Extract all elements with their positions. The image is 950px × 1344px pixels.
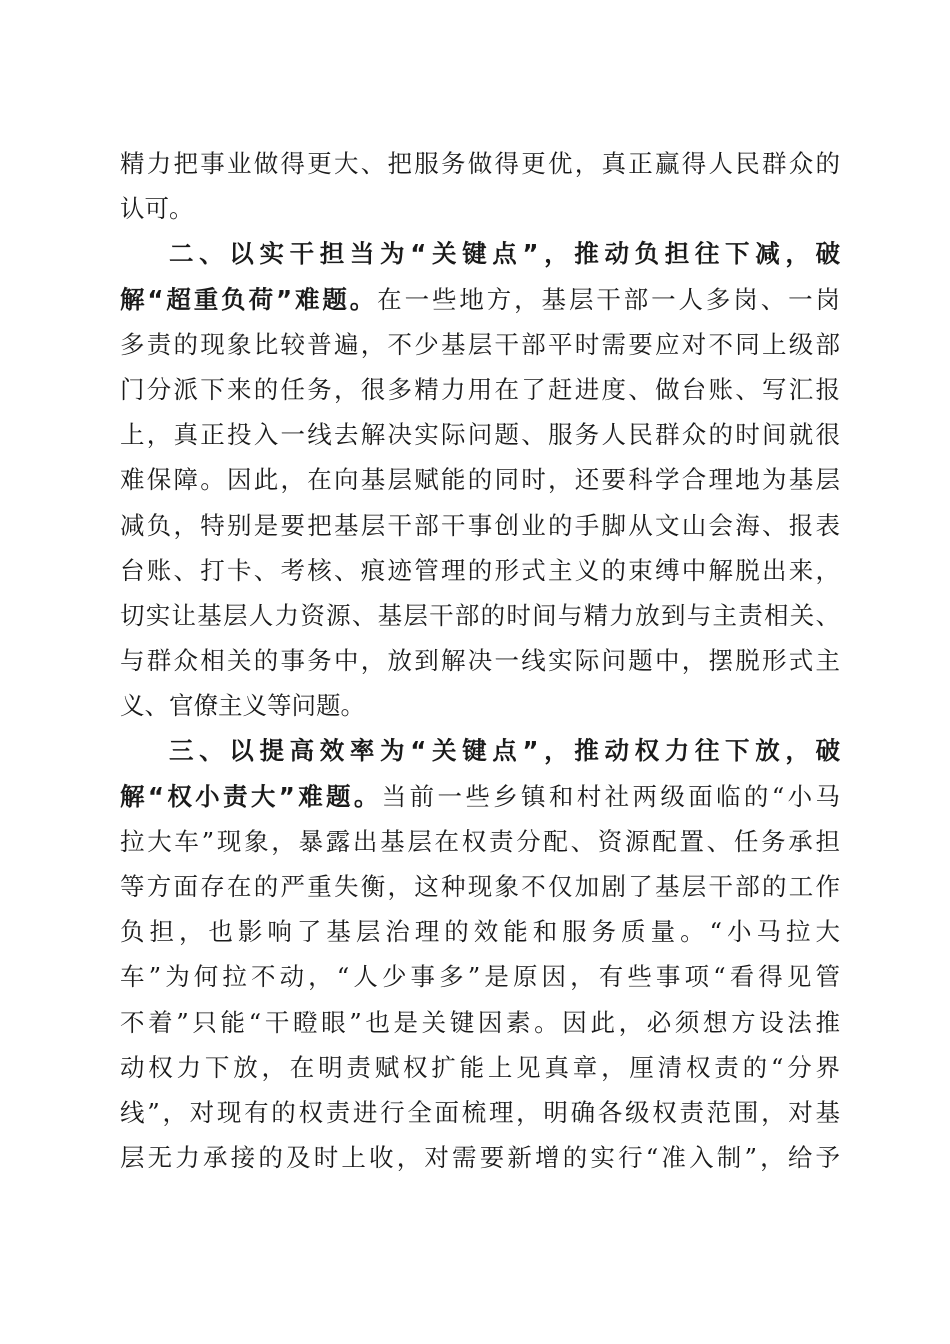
section-heading: 解“超重负荷”难题。 — [120, 284, 378, 314]
text-line: 认可。 — [120, 194, 194, 224]
section-heading: 二、以实干担当为“关键点”，推动负担往下减，破 — [169, 239, 840, 269]
text-line: 层无力承接的及时上收，对需要新增的实行“准入制”，给予 — [120, 1143, 840, 1173]
text-span: 当前一些乡镇和村社两级面临的“小马 — [381, 781, 840, 811]
text-line: 切实让基层人力资源、基层干部的时间与精力放到与主责相关、 — [120, 600, 840, 630]
text-line — [120, 774, 840, 819]
text-line: 精力把事业做得更大、把服务做得更优，真正赢得人民群众的 — [120, 149, 840, 178]
text-line: 上，真正投入一线去解决实际问题、服务人民群众的时间就很 — [120, 420, 840, 450]
section-heading: 三、以提高效率为“关键点”，推动权力往下放，破 — [169, 736, 840, 766]
text-line: 减负，特别是要把基层干部干事创业的手脚从文山会海、报表 — [120, 510, 840, 540]
text-line: 车”为何拉不动，“人少事多”是原因，有些事项“看得见管 — [120, 962, 840, 992]
text-span: 在一些地方，基层干部一人多岗、一岗 — [377, 284, 840, 314]
text-line: 与群众相关的事务中，放到解决一线实际问题中，摆脱形式主 — [120, 646, 840, 676]
text-line: 门分派下来的任务，很多精力用在了赶进度、做台账、写汇报 — [120, 374, 840, 404]
section-heading-line — [120, 728, 840, 773]
text-line: 难保障。因此，在向基层赋能的同时，还要科学合理地为基层 — [120, 465, 840, 495]
section-heading-line — [120, 231, 840, 276]
text-line: 义、官僚主义等问题。 — [120, 691, 365, 721]
text-line: 多责的现象比较普遍，不少基层干部平时需要应对不同上级部 — [120, 329, 840, 359]
text-line: 等方面存在的严重失衡，这种现象不仅加剧了基层干部的工作 — [120, 872, 840, 901]
text-line: 拉大车”现象，暴露出基层在权责分配、资源配置、任务承担 — [120, 826, 840, 856]
text-line: 线”，对现有的权责进行全面梳理，明确各级权责范围，对基 — [120, 1097, 840, 1127]
body-text — [120, 141, 840, 1180]
section-heading: 解“权小责大”难题。 — [120, 781, 382, 811]
text-line: 不着”只能“干瞪眼”也是关键因素。因此，必须想方设法推 — [120, 1007, 840, 1037]
text-line: 台账、打卡、考核、痕迹管理的形式主义的束缚中解脱出来， — [120, 555, 840, 585]
text-line: 负担，也影响了基层治理的效能和服务质量。“小马拉大 — [120, 917, 840, 947]
text-line: 动权力下放，在明责赋权扩能上见真章，厘清权责的“分界 — [120, 1052, 840, 1082]
text-line — [120, 277, 840, 322]
